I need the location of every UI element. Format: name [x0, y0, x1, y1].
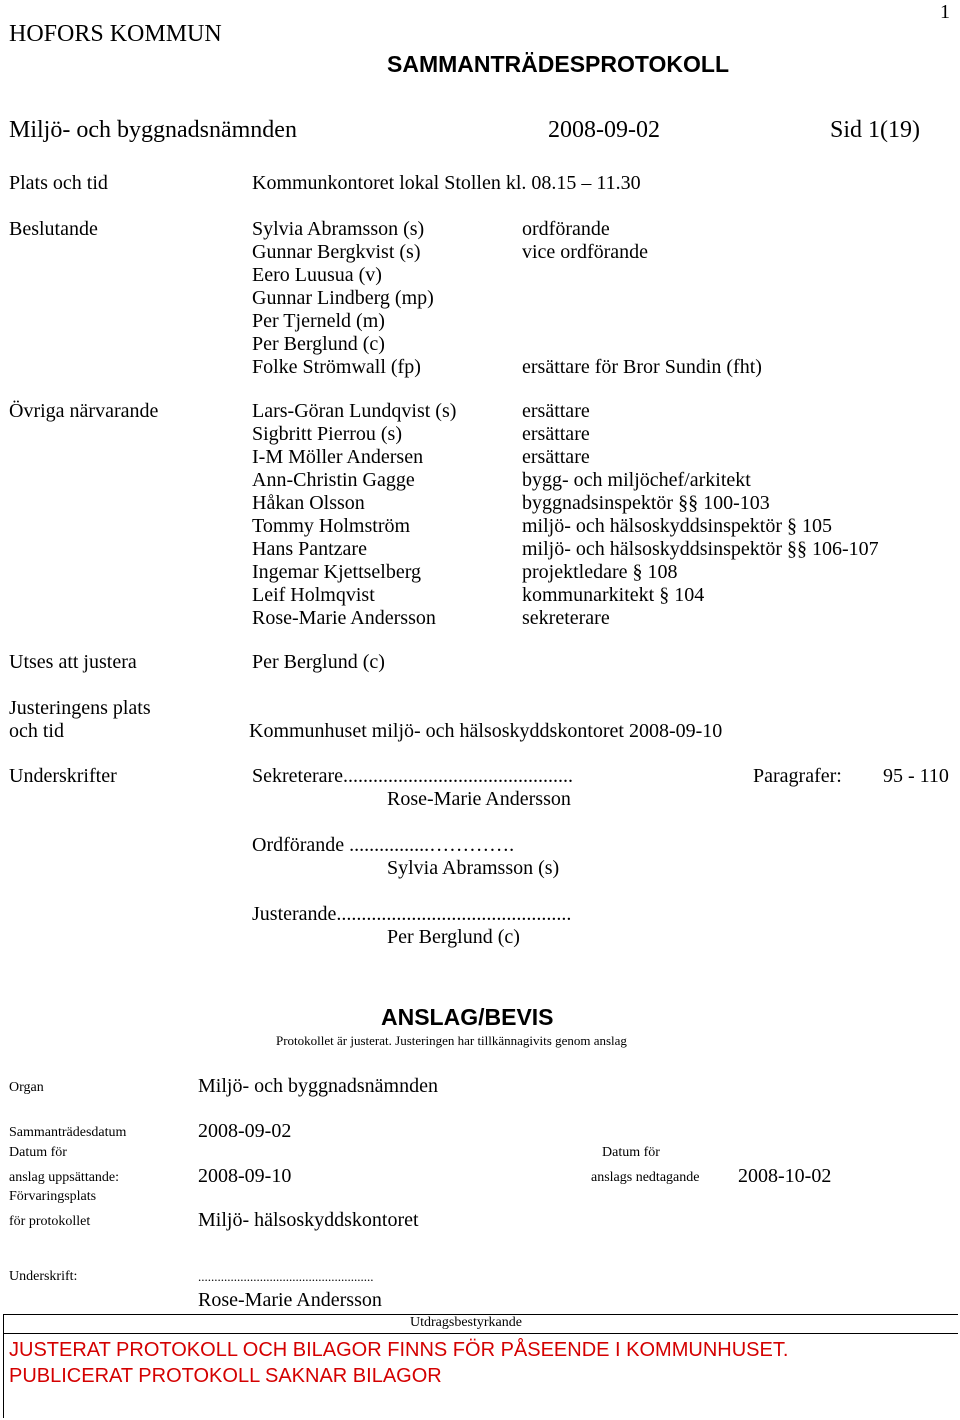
deciding-member-role: vice ordförande — [522, 241, 649, 263]
removed-date-value: 2008-10-02 — [738, 1165, 832, 1187]
signatures-label: Underskrifter — [9, 765, 117, 787]
other-member-role: miljö- och hälsoskyddsinspektör § 105 — [522, 515, 832, 537]
other-member-name: I-M Möller Andersen — [252, 446, 424, 468]
other-member-name: Lars-Göran Lundqvist (s) — [252, 400, 457, 422]
other-member-role: kommunarkitekt § 104 — [522, 584, 705, 606]
signature-label: Underskrift: — [9, 1269, 78, 1284]
deciding-member-name: Sylvia Abramsson (s) — [252, 218, 425, 240]
paragraphs-value: 95 - 110 — [883, 765, 949, 787]
meeting-date-value: 2008-09-02 — [198, 1120, 292, 1142]
removed-label-line1: Datum för — [602, 1145, 660, 1160]
footer-notice-line2: PUBLICERAT PROTOKOLL SAKNAR BILAGOR — [9, 1365, 442, 1387]
other-member-role: sekreterare — [522, 607, 610, 629]
adjuster-name: Per Berglund (c) — [387, 926, 520, 948]
other-member-role: miljö- och hälsoskyddsinspektör §§ 106-107 — [522, 538, 879, 560]
adjust-place-value: Kommunhuset miljö- och hälsoskyddskontoret 2008-09-10 — [249, 720, 723, 742]
storage-label-line1: Förvaringsplats — [9, 1189, 97, 1204]
posted-label-line1: Datum för — [9, 1145, 67, 1160]
deciding-member-name: Gunnar Bergkvist (s) — [252, 241, 421, 263]
footer-notice-line1: JUSTERAT PROTOKOLL OCH BILAGOR FINNS FÖR PÅSEENDE I KOMMUNHUSET. — [9, 1339, 789, 1361]
posted-date-value: 2008-09-10 — [198, 1165, 292, 1187]
deciding-member-name: Gunnar Lindberg (mp) — [252, 287, 434, 309]
chair-name: Sylvia Abramsson (s) — [387, 857, 560, 879]
paragraphs-label: Paragrafer: — [753, 765, 842, 787]
adjust-place-label-line1: Justeringens plats — [9, 697, 151, 719]
other-member-name: Hans Pantzare — [252, 538, 367, 560]
deciding-member-name: Per Tjerneld (m) — [252, 310, 385, 332]
removed-label-line2: anslags nedtagande — [591, 1170, 700, 1185]
other-member-name: Ingemar Kjettselberg — [252, 561, 422, 583]
secretary-signature-line: Sekreterare.............................................. — [252, 765, 574, 787]
other-member-role: byggnadsinspektör §§ 100-103 — [522, 492, 770, 514]
storage-value: Miljö- hälsoskyddskontoret — [198, 1209, 419, 1231]
storage-label-line2: för protokollet — [9, 1214, 91, 1229]
signature-line: ...................................................... — [198, 1269, 374, 1284]
organ-value: Miljö- och byggnadsnämnden — [198, 1075, 438, 1097]
other-member-role: ersättare — [522, 446, 590, 468]
deciding-member-name: Per Berglund (c) — [252, 333, 385, 355]
deciding-member-name: Folke Strömwall (fp) — [252, 356, 421, 378]
other-member-role: bygg- och miljöchef/arkitekt — [522, 469, 751, 491]
other-member-name: Tommy Holmström — [252, 515, 411, 537]
other-member-role: ersättare — [522, 423, 590, 445]
other-member-name: Håkan Olsson — [252, 492, 365, 514]
secretary-name: Rose-Marie Andersson — [387, 788, 571, 810]
page-number: 1 — [940, 1, 950, 23]
other-member-name: Sigbritt Pierrou (s) — [252, 423, 402, 445]
committee-name: Miljö- och byggnadsnämnden — [9, 117, 297, 143]
meeting-date-label: Sammanträdesdatum — [9, 1125, 127, 1140]
deciding-label: Beslutande — [9, 218, 98, 240]
extract-certification-label: Utdragsbestyrkande — [410, 1315, 522, 1330]
notice-title: ANSLAG/BEVIS — [381, 1004, 554, 1030]
deciding-member-role: ersättare för Bror Sundin (fht) — [522, 356, 762, 378]
adjuster-value: Per Berglund (c) — [252, 651, 385, 673]
notice-subtitle: Protokollet är justerat. Justeringen har tillkännagivits genom anslag — [276, 1033, 627, 1048]
adjuster-signature-line: Justerande............................................... — [252, 903, 572, 925]
other-member-name: Rose-Marie Andersson — [252, 607, 436, 629]
organ-label: Organ — [9, 1080, 44, 1095]
other-member-name: Leif Holmqvist — [252, 584, 375, 606]
others-present-label: Övriga närvarande — [9, 400, 159, 422]
deciding-member-name: Eero Luusua (v) — [252, 264, 382, 286]
meeting-date: 2008-09-02 — [548, 117, 660, 143]
other-member-role: projektledare § 108 — [522, 561, 678, 583]
chair-signature-line: Ordförande ................…………. — [252, 834, 515, 856]
municipality-name: HOFORS KOMMUN — [9, 21, 222, 47]
other-member-name: Ann-Christin Gagge — [252, 469, 415, 491]
deciding-member-role: ordförande — [522, 218, 610, 240]
page-reference: Sid 1(19) — [830, 117, 920, 143]
document-type-title: SAMMANTRÄDESPROTOKOLL — [387, 51, 730, 77]
adjust-place-label-line2: och tid — [9, 720, 64, 742]
place-time-value: Kommunkontoret lokal Stollen kl. 08.15 – 11.30 — [252, 172, 641, 194]
adjuster-label: Utses att justera — [9, 651, 137, 673]
certification-divider-rule — [3, 1333, 958, 1334]
signature-name: Rose-Marie Andersson — [198, 1289, 382, 1311]
posted-label-line2: anslag uppsättande: — [9, 1170, 120, 1185]
certification-left-rule — [3, 1314, 4, 1418]
place-time-label: Plats och tid — [9, 172, 108, 194]
other-member-role: ersättare — [522, 400, 590, 422]
